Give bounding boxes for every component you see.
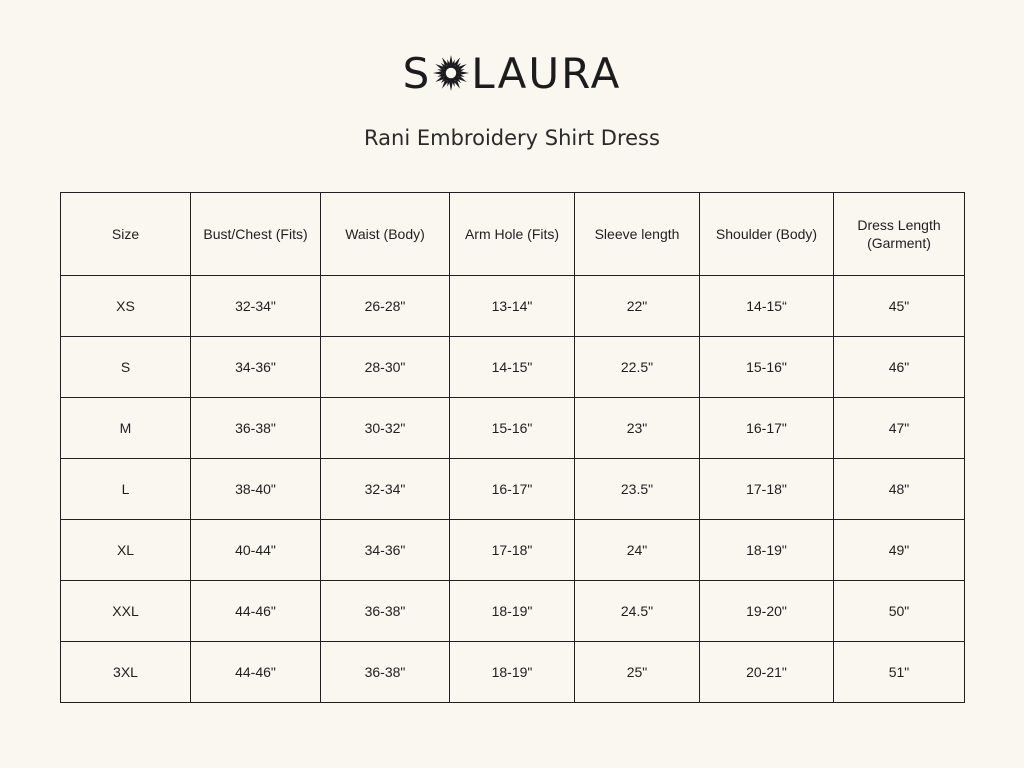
- column-header-bust-chest: Bust/Chest (Fits): [191, 193, 321, 276]
- table-row: [61, 337, 965, 398]
- size-chart-table: [60, 192, 965, 703]
- table-row: [61, 276, 965, 337]
- table-cell: XXL: [61, 581, 191, 642]
- table-cell: 18-19": [450, 642, 575, 703]
- table-cell: 18-19": [450, 581, 575, 642]
- table-cell: 24": [575, 520, 700, 581]
- table-cell: 14-15“: [700, 276, 834, 337]
- table-cell: 22.5": [575, 337, 700, 398]
- table-cell: 47": [834, 398, 965, 459]
- table-cell: XS: [61, 276, 191, 337]
- table-cell: 30-32": [321, 398, 450, 459]
- table-cell: 32-34": [321, 459, 450, 520]
- table-cell: 46": [834, 337, 965, 398]
- logo-letters-right: LAURA: [471, 48, 622, 98]
- table-cell: S: [61, 337, 191, 398]
- table-cell: 24.5": [575, 581, 700, 642]
- table-cell: 17-18": [450, 520, 575, 581]
- table-cell: 23.5": [575, 459, 700, 520]
- table-cell: 14-15": [450, 337, 575, 398]
- table-cell: 34-36": [321, 520, 450, 581]
- table-cell: 51": [834, 642, 965, 703]
- table-cell: 16-17": [700, 398, 834, 459]
- brand-logo-text: [403, 49, 622, 98]
- table-cell: 48": [834, 459, 965, 520]
- table-header-row: [61, 193, 965, 276]
- column-header-size: Size: [61, 193, 191, 276]
- table-cell: 19-20": [700, 581, 834, 642]
- table-cell: 34-36": [191, 337, 321, 398]
- column-header-waist: Waist (Body): [321, 193, 450, 276]
- table-cell: 15-16": [450, 398, 575, 459]
- table-cell: L: [61, 459, 191, 520]
- table-cell: 50": [834, 581, 965, 642]
- table-cell: 40-44": [191, 520, 321, 581]
- table-cell: 36-38": [321, 642, 450, 703]
- table-cell: 44-46": [191, 642, 321, 703]
- table-cell: 15-16": [700, 337, 834, 398]
- logo-letters-left: S: [402, 48, 432, 98]
- table-cell: 16-17": [450, 459, 575, 520]
- page-title: Rani Embroidery Shirt Dress: [364, 126, 660, 150]
- table-row: [61, 520, 965, 581]
- table-row: [61, 398, 965, 459]
- table-cell: 22": [575, 276, 700, 337]
- table-cell: 36-38": [321, 581, 450, 642]
- table-cell: 23": [575, 398, 700, 459]
- table-cell: 3XL: [61, 642, 191, 703]
- table-cell: 13-14": [450, 276, 575, 337]
- table-cell: XL: [61, 520, 191, 581]
- table-cell: 17-18": [700, 459, 834, 520]
- column-header-dress-length: Dress Length (Garment): [834, 193, 965, 276]
- table-row: [61, 581, 965, 642]
- table-cell: 26-28": [321, 276, 450, 337]
- table-cell: M: [61, 398, 191, 459]
- sun-icon: [432, 54, 470, 92]
- brand-logo: [0, 48, 1024, 98]
- table-cell: 18-19": [700, 520, 834, 581]
- table-cell: 49": [834, 520, 965, 581]
- column-header-arm-hole: Arm Hole (Fits): [450, 193, 575, 276]
- table-row: [61, 642, 965, 703]
- table-cell: 38-40": [191, 459, 321, 520]
- column-header-shoulder: Shoulder (Body): [700, 193, 834, 276]
- table-cell: 28-30": [321, 337, 450, 398]
- table-cell: 20-21": [700, 642, 834, 703]
- table-cell: 44-46": [191, 581, 321, 642]
- table-cell: 25": [575, 642, 700, 703]
- column-header-sleeve-length: Sleeve length: [575, 193, 700, 276]
- table-cell: 45": [834, 276, 965, 337]
- table-cell: 36-38": [191, 398, 321, 459]
- table-row: [61, 459, 965, 520]
- table-cell: 32-34": [191, 276, 321, 337]
